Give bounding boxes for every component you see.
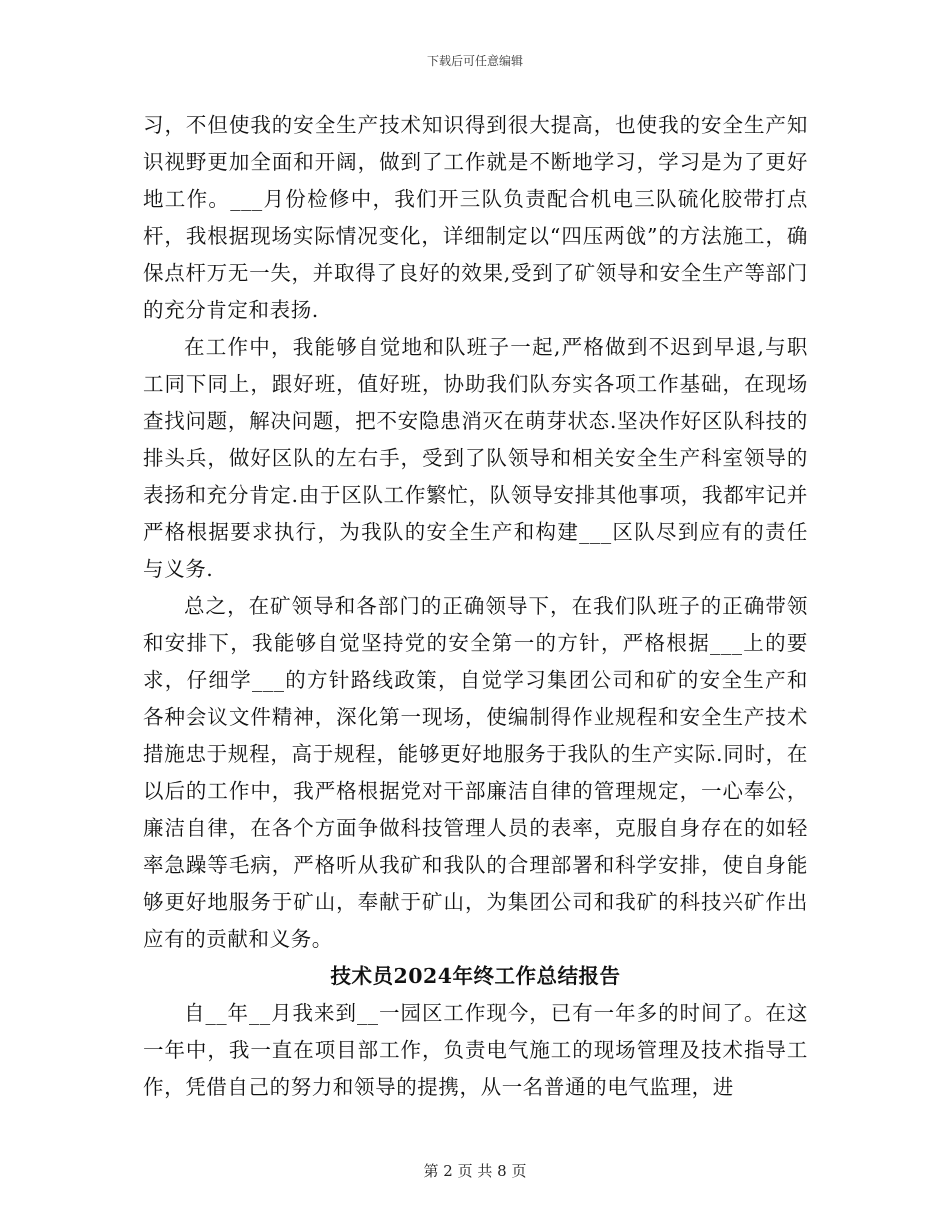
paragraph-2: 在工作中，我能够自觉地和队班子一起,严格做到不迟到早退,与职工同下同上，跟好班，值好班，协助我们队夯实各项工作基础，在现场查找问题，解决问题，把不安隐患消灭在萌芽状态.坚决作好区队科技的排头兵，做好区队的左右手，受到了队领导和相关安全生产科室领导的表扬和充分肯定.由于区队工作繁忙，队领导安排其他事项，我都牢记并严格根据要求执行，为我队的安全生产和构建___区队尽到应有的责任与义务. (143, 335, 808, 581)
section-paragraph: 自__年__月我来到__一园区工作现今，已有一年多的时间了。在这一年中，我一直在项目部工作，负责电气施工的现场管理及技术指导工作，凭借自己的努力和领导的提携，从一名普通的电气监理，进 (143, 1001, 808, 1099)
page-number: 第 2 页 共 8 页 (423, 1162, 527, 1180)
document-body (143, 107, 808, 1106)
paragraph-3: 总之，在矿领导和各部门的正确领导下，在我们队班子的正确带领和安排下，我能够自觉坚持党的安全第一的方针，严格根据___上的要求，仔细学___的方针路线政策，自觉学习集团公司和矿的安全生产和各种会议文件精神，深化第一现场，使编制得作业规程和安全生产技术措施忠于规程，高于规程，能够更好地服务于我队的生产实际.同时，在以后的工作中，我严格根据党对干部廉洁自律的管理规定，一心奉公，廉洁自律，在各个方面争做科技管理人员的表率，克服自身存在的如轻率急躁等毛病，严格听从我矿和我队的合理部署和科学安排，使自身能够更好地服务于矿山，奉献于矿山，为集团公司和我矿的科技兴矿作出应有的贡献和义务。 (143, 594, 808, 951)
section-title: 技术员2024年终工作总结报告 (330, 964, 621, 988)
paragraph-1: 习，不但使我的安全生产技术知识得到很大提高，也使我的安全生产知识视野更加全面和开阔，做到了工作就是不断地学习，学习是为了更好地工作。___月份检修中，我们开三队负责配合机电三队硫化胶带打点杆，我根据现场实际情况变化，详细制定以“四压两戗”的方法施工，确保点杆万无一失，并取得了良好的效果,受到了矿领导和安全生产等部门的充分肯定和表扬. (143, 113, 808, 322)
page-header-note: 下载后可任意编辑 (426, 54, 523, 68)
